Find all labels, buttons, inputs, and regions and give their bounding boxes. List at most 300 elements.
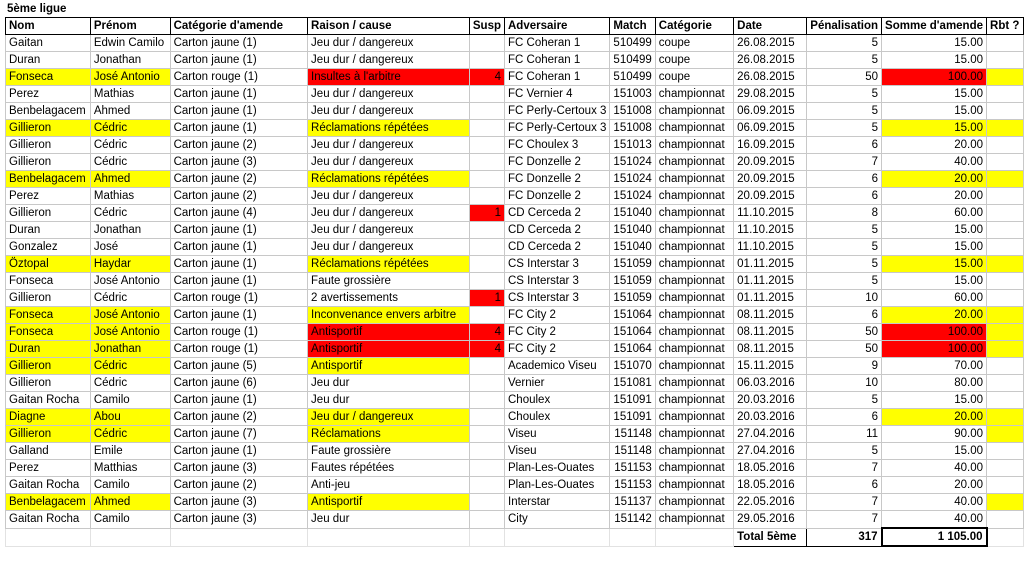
table-cell[interactable]: Gillieron <box>6 154 91 171</box>
table-cell[interactable]: 6 <box>807 188 882 205</box>
table-cell[interactable] <box>987 103 1024 120</box>
table-cell[interactable]: FC City 2 <box>505 324 610 341</box>
table-cell[interactable]: 15.00 <box>882 443 987 460</box>
table-cell[interactable]: 151008 <box>610 120 655 137</box>
table-cell[interactable] <box>469 511 504 529</box>
table-cell[interactable]: 7 <box>807 460 882 477</box>
table-cell[interactable]: 15.00 <box>882 239 987 256</box>
table-cell[interactable]: 10 <box>807 375 882 392</box>
table-cell[interactable]: Carton jaune (1) <box>170 86 307 103</box>
table-cell[interactable] <box>987 171 1024 188</box>
table-cell[interactable]: Diagne <box>6 409 91 426</box>
table-cell[interactable]: 151081 <box>610 375 655 392</box>
table-cell[interactable]: Gillieron <box>6 120 91 137</box>
table-cell[interactable]: 5 <box>807 392 882 409</box>
table-cell[interactable]: FC City 2 <box>505 307 610 324</box>
table-cell[interactable]: 50 <box>807 324 882 341</box>
table-cell[interactable]: Carton jaune (1) <box>170 239 307 256</box>
table-cell[interactable]: Carton jaune (4) <box>170 205 307 222</box>
table-cell[interactable]: 40.00 <box>882 154 987 171</box>
table-cell[interactable] <box>469 120 504 137</box>
table-cell[interactable]: 151091 <box>610 392 655 409</box>
table-cell[interactable]: 20.00 <box>882 171 987 188</box>
table-cell[interactable]: Carton jaune (3) <box>170 494 307 511</box>
table-cell[interactable]: 5 <box>807 239 882 256</box>
table-cell[interactable]: 100.00 <box>882 69 987 86</box>
table-cell[interactable] <box>469 35 504 52</box>
table-cell[interactable]: 15.00 <box>882 35 987 52</box>
table-cell[interactable]: championnat <box>655 494 733 511</box>
table-cell[interactable] <box>987 222 1024 239</box>
header-cell[interactable]: Susp <box>469 18 504 35</box>
table-cell[interactable] <box>469 137 504 154</box>
table-cell[interactable]: Perez <box>6 460 91 477</box>
table-cell[interactable]: Camilo <box>90 477 170 494</box>
table-cell[interactable]: championnat <box>655 222 733 239</box>
cell[interactable] <box>610 528 655 546</box>
table-cell[interactable]: 1 <box>469 290 504 307</box>
table-cell[interactable]: Jonathan <box>90 341 170 358</box>
table-cell[interactable] <box>987 307 1024 324</box>
table-cell[interactable]: 18.05.2016 <box>734 477 807 494</box>
table-cell[interactable]: Gaitan <box>6 35 91 52</box>
table-cell[interactable]: 40.00 <box>882 494 987 511</box>
table-cell[interactable]: Carton rouge (1) <box>170 69 307 86</box>
table-cell[interactable]: Jeu dur <box>308 511 470 529</box>
table-cell[interactable]: 151064 <box>610 341 655 358</box>
cell[interactable] <box>655 528 733 546</box>
table-cell[interactable] <box>987 256 1024 273</box>
table-cell[interactable]: Anti-jeu <box>308 477 470 494</box>
table-cell[interactable] <box>987 273 1024 290</box>
table-cell[interactable] <box>987 52 1024 69</box>
table-cell[interactable]: 11.10.2015 <box>734 222 807 239</box>
table-cell[interactable]: championnat <box>655 103 733 120</box>
table-cell[interactable] <box>469 171 504 188</box>
table-cell[interactable]: 5 <box>807 222 882 239</box>
table-cell[interactable]: 151059 <box>610 290 655 307</box>
table-cell[interactable]: 151003 <box>610 86 655 103</box>
header-cell[interactable]: Pénalisation <box>807 18 882 35</box>
total-label[interactable]: Total 5ème <box>734 528 807 546</box>
table-cell[interactable]: Matthias <box>90 460 170 477</box>
table-cell[interactable]: Carton jaune (1) <box>170 273 307 290</box>
table-cell[interactable]: championnat <box>655 137 733 154</box>
table-cell[interactable]: 50 <box>807 341 882 358</box>
table-cell[interactable]: 151064 <box>610 324 655 341</box>
table-cell[interactable] <box>987 239 1024 256</box>
table-cell[interactable]: CS Interstar 3 <box>505 273 610 290</box>
table-cell[interactable]: FC Vernier 4 <box>505 86 610 103</box>
table-cell[interactable]: Carton jaune (1) <box>170 52 307 69</box>
table-cell[interactable]: Carton jaune (7) <box>170 426 307 443</box>
table-cell[interactable]: championnat <box>655 375 733 392</box>
header-cell[interactable]: Catégorie d'amende <box>170 18 307 35</box>
table-cell[interactable]: Gonzalez <box>6 239 91 256</box>
table-cell[interactable]: Camilo <box>90 392 170 409</box>
table-cell[interactable]: Plan-Les-Ouates <box>505 460 610 477</box>
cell[interactable] <box>90 528 170 546</box>
table-cell[interactable]: Abou <box>90 409 170 426</box>
table-cell[interactable]: Perez <box>6 188 91 205</box>
cell[interactable] <box>308 528 470 546</box>
table-cell[interactable] <box>987 426 1024 443</box>
table-cell[interactable]: 9 <box>807 358 882 375</box>
table-cell[interactable] <box>469 86 504 103</box>
table-cell[interactable]: 5 <box>807 86 882 103</box>
table-cell[interactable]: 8 <box>807 205 882 222</box>
total-somme[interactable]: 1 105.00 <box>882 528 987 546</box>
table-cell[interactable]: 2 avertissements <box>308 290 470 307</box>
table-cell[interactable] <box>987 392 1024 409</box>
table-cell[interactable]: 4 <box>469 324 504 341</box>
table-cell[interactable] <box>469 222 504 239</box>
table-cell[interactable]: 151059 <box>610 273 655 290</box>
table-cell[interactable]: 20.09.2015 <box>734 154 807 171</box>
table-cell[interactable]: Viseu <box>505 443 610 460</box>
table-cell[interactable]: Réclamations répétées <box>308 256 470 273</box>
table-cell[interactable]: 70.00 <box>882 358 987 375</box>
table-cell[interactable]: Perez <box>6 86 91 103</box>
table-cell[interactable]: 6 <box>807 307 882 324</box>
table-cell[interactable]: Camilo <box>90 511 170 529</box>
table-cell[interactable]: Gillieron <box>6 375 91 392</box>
table-cell[interactable]: Duran <box>6 52 91 69</box>
table-cell[interactable]: 5 <box>807 103 882 120</box>
table-cell[interactable]: Haydar <box>90 256 170 273</box>
table-cell[interactable] <box>469 375 504 392</box>
table-cell[interactable] <box>469 256 504 273</box>
table-cell[interactable]: FC Donzelle 2 <box>505 171 610 188</box>
table-cell[interactable]: 6 <box>807 477 882 494</box>
table-cell[interactable]: José Antonio <box>90 324 170 341</box>
table-cell[interactable]: 20.00 <box>882 307 987 324</box>
table-cell[interactable]: Jeu dur <box>308 375 470 392</box>
table-cell[interactable] <box>469 52 504 69</box>
table-cell[interactable]: 08.11.2015 <box>734 324 807 341</box>
table-cell[interactable]: 10 <box>807 290 882 307</box>
table-cell[interactable]: Öztopal <box>6 256 91 273</box>
table-cell[interactable]: Fonseca <box>6 273 91 290</box>
table-cell[interactable]: Gillieron <box>6 426 91 443</box>
table-cell[interactable]: Carton jaune (1) <box>170 35 307 52</box>
header-cell[interactable]: Raison / cause <box>308 18 470 35</box>
table-cell[interactable]: 4 <box>469 341 504 358</box>
table-cell[interactable]: 151153 <box>610 460 655 477</box>
table-cell[interactable]: City <box>505 511 610 529</box>
table-cell[interactable]: 6 <box>807 137 882 154</box>
table-cell[interactable]: Cédric <box>90 205 170 222</box>
table-cell[interactable]: 06.03.2016 <box>734 375 807 392</box>
table-cell[interactable]: Faute grossière <box>308 443 470 460</box>
table-cell[interactable]: Fautes répétées <box>308 460 470 477</box>
table-cell[interactable]: Gillieron <box>6 137 91 154</box>
table-cell[interactable]: FC Perly-Certoux 3 <box>505 120 610 137</box>
table-cell[interactable]: 15.00 <box>882 52 987 69</box>
table-cell[interactable]: Jonathan <box>90 52 170 69</box>
table-cell[interactable]: 1 <box>469 205 504 222</box>
table-cell[interactable]: Duran <box>6 341 91 358</box>
table-cell[interactable]: Carton jaune (1) <box>170 120 307 137</box>
table-cell[interactable]: Carton rouge (1) <box>170 324 307 341</box>
table-cell[interactable]: 06.09.2015 <box>734 120 807 137</box>
table-cell[interactable]: Gaitan Rocha <box>6 477 91 494</box>
table-cell[interactable]: 151013 <box>610 137 655 154</box>
header-cell[interactable]: Match <box>610 18 655 35</box>
table-cell[interactable]: Carton jaune (1) <box>170 103 307 120</box>
table-cell[interactable] <box>987 86 1024 103</box>
table-cell[interactable]: FC City 2 <box>505 341 610 358</box>
table-cell[interactable]: championnat <box>655 392 733 409</box>
table-cell[interactable]: 40.00 <box>882 460 987 477</box>
table-cell[interactable]: 151148 <box>610 426 655 443</box>
table-cell[interactable]: 06.09.2015 <box>734 103 807 120</box>
table-cell[interactable]: Carton rouge (1) <box>170 341 307 358</box>
table-cell[interactable]: 510499 <box>610 52 655 69</box>
table-cell[interactable]: championnat <box>655 358 733 375</box>
table-cell[interactable]: Gillieron <box>6 205 91 222</box>
table-cell[interactable]: 100.00 <box>882 324 987 341</box>
table-cell[interactable]: Gillieron <box>6 290 91 307</box>
table-cell[interactable]: 100.00 <box>882 341 987 358</box>
table-cell[interactable]: 50 <box>807 69 882 86</box>
table-cell[interactable]: Inconvenance envers arbitre <box>308 307 470 324</box>
table-cell[interactable]: CS Interstar 3 <box>505 256 610 273</box>
header-cell[interactable]: Somme d'amende <box>882 18 987 35</box>
table-cell[interactable]: FC Choulex 3 <box>505 137 610 154</box>
table-cell[interactable]: championnat <box>655 256 733 273</box>
table-cell[interactable] <box>469 443 504 460</box>
table-cell[interactable]: 20.09.2015 <box>734 188 807 205</box>
table-cell[interactable]: Cédric <box>90 137 170 154</box>
table-cell[interactable]: Vernier <box>505 375 610 392</box>
table-cell[interactable] <box>469 392 504 409</box>
table-cell[interactable]: 20.09.2015 <box>734 171 807 188</box>
cell[interactable] <box>6 528 91 546</box>
table-cell[interactable]: championnat <box>655 511 733 529</box>
table-cell[interactable]: 5 <box>807 273 882 290</box>
table-cell[interactable]: Mathias <box>90 188 170 205</box>
table-cell[interactable]: Réclamations répétées <box>308 120 470 137</box>
table-cell[interactable]: 151008 <box>610 103 655 120</box>
table-cell[interactable]: Benbelagacem <box>6 494 91 511</box>
table-cell[interactable]: Gaitan Rocha <box>6 392 91 409</box>
table-cell[interactable] <box>987 358 1024 375</box>
table-cell[interactable]: championnat <box>655 341 733 358</box>
table-cell[interactable]: championnat <box>655 477 733 494</box>
table-cell[interactable] <box>469 494 504 511</box>
table-cell[interactable]: Carton jaune (1) <box>170 307 307 324</box>
cell[interactable] <box>505 528 610 546</box>
table-cell[interactable]: 11.10.2015 <box>734 205 807 222</box>
table-cell[interactable] <box>469 460 504 477</box>
table-cell[interactable]: championnat <box>655 188 733 205</box>
table-cell[interactable]: Jeu dur / dangereux <box>308 52 470 69</box>
table-cell[interactable]: CS Interstar 3 <box>505 290 610 307</box>
table-cell[interactable]: Benbelagacem <box>6 103 91 120</box>
table-cell[interactable]: 15.00 <box>882 273 987 290</box>
table-cell[interactable]: Carton rouge (1) <box>170 290 307 307</box>
table-cell[interactable]: José <box>90 239 170 256</box>
table-cell[interactable]: 151137 <box>610 494 655 511</box>
table-cell[interactable]: 151024 <box>610 171 655 188</box>
table-cell[interactable]: 01.11.2015 <box>734 273 807 290</box>
table-cell[interactable] <box>469 409 504 426</box>
table-cell[interactable]: Carton jaune (1) <box>170 443 307 460</box>
table-cell[interactable]: 7 <box>807 154 882 171</box>
table-cell[interactable]: Fonseca <box>6 307 91 324</box>
table-cell[interactable]: Gaitan Rocha <box>6 511 91 529</box>
table-cell[interactable]: 90.00 <box>882 426 987 443</box>
table-cell[interactable] <box>987 460 1024 477</box>
table-cell[interactable]: 22.05.2016 <box>734 494 807 511</box>
table-cell[interactable]: 08.11.2015 <box>734 307 807 324</box>
table-cell[interactable]: Carton jaune (1) <box>170 222 307 239</box>
table-cell[interactable]: championnat <box>655 290 733 307</box>
table-cell[interactable]: 16.09.2015 <box>734 137 807 154</box>
table-cell[interactable]: Cédric <box>90 426 170 443</box>
table-cell[interactable]: Cédric <box>90 375 170 392</box>
table-cell[interactable] <box>469 307 504 324</box>
table-cell[interactable]: 151024 <box>610 188 655 205</box>
table-cell[interactable]: Choulex <box>505 392 610 409</box>
table-cell[interactable]: 510499 <box>610 69 655 86</box>
table-cell[interactable]: 5 <box>807 256 882 273</box>
table-cell[interactable]: 26.08.2015 <box>734 52 807 69</box>
table-cell[interactable] <box>987 494 1024 511</box>
table-cell[interactable] <box>469 188 504 205</box>
table-cell[interactable]: championnat <box>655 205 733 222</box>
table-cell[interactable]: 151040 <box>610 222 655 239</box>
table-cell[interactable]: championnat <box>655 273 733 290</box>
table-cell[interactable]: Jeu dur / dangereux <box>308 409 470 426</box>
table-cell[interactable]: Cédric <box>90 120 170 137</box>
table-cell[interactable]: Réclamations répétées <box>308 171 470 188</box>
table-cell[interactable]: Antisportif <box>308 324 470 341</box>
table-cell[interactable]: 11 <box>807 426 882 443</box>
table-cell[interactable]: 80.00 <box>882 375 987 392</box>
table-cell[interactable]: 5 <box>807 35 882 52</box>
table-cell[interactable]: 6 <box>807 409 882 426</box>
table-cell[interactable]: 5 <box>807 443 882 460</box>
table-cell[interactable]: championnat <box>655 409 733 426</box>
table-cell[interactable]: championnat <box>655 324 733 341</box>
table-cell[interactable]: Carton jaune (2) <box>170 171 307 188</box>
table-cell[interactable]: 151040 <box>610 239 655 256</box>
header-cell[interactable]: Adversaire <box>505 18 610 35</box>
table-cell[interactable]: championnat <box>655 120 733 137</box>
table-cell[interactable]: Interstar <box>505 494 610 511</box>
table-cell[interactable]: 08.11.2015 <box>734 341 807 358</box>
table-cell[interactable]: 11.10.2015 <box>734 239 807 256</box>
cell[interactable] <box>170 528 307 546</box>
table-cell[interactable]: Jeu dur / dangereux <box>308 86 470 103</box>
table-cell[interactable]: 60.00 <box>882 290 987 307</box>
table-cell[interactable]: Emile <box>90 443 170 460</box>
table-cell[interactable]: 15.00 <box>882 392 987 409</box>
table-cell[interactable]: FC Donzelle 2 <box>505 154 610 171</box>
table-cell[interactable]: Ahmed <box>90 103 170 120</box>
table-cell[interactable]: Cédric <box>90 290 170 307</box>
table-cell[interactable]: championnat <box>655 239 733 256</box>
table-cell[interactable] <box>987 341 1024 358</box>
table-cell[interactable] <box>987 188 1024 205</box>
table-cell[interactable]: 15.00 <box>882 120 987 137</box>
table-cell[interactable]: Ahmed <box>90 171 170 188</box>
table-cell[interactable]: Carton jaune (3) <box>170 154 307 171</box>
table-cell[interactable]: championnat <box>655 443 733 460</box>
table-cell[interactable]: championnat <box>655 307 733 324</box>
table-cell[interactable]: 01.11.2015 <box>734 256 807 273</box>
table-cell[interactable]: Antisportif <box>308 358 470 375</box>
table-cell[interactable]: 5 <box>807 120 882 137</box>
table-cell[interactable]: Fonseca <box>6 324 91 341</box>
table-cell[interactable]: 7 <box>807 494 882 511</box>
table-cell[interactable]: José Antonio <box>90 307 170 324</box>
table-cell[interactable] <box>987 290 1024 307</box>
table-cell[interactable]: 20.03.2016 <box>734 409 807 426</box>
table-cell[interactable] <box>987 375 1024 392</box>
table-cell[interactable]: Jeu dur / dangereux <box>308 35 470 52</box>
table-cell[interactable]: José Antonio <box>90 273 170 290</box>
table-cell[interactable] <box>469 273 504 290</box>
table-cell[interactable]: 151040 <box>610 205 655 222</box>
table-cell[interactable]: 29.08.2015 <box>734 86 807 103</box>
table-cell[interactable]: FC Donzelle 2 <box>505 188 610 205</box>
table-cell[interactable] <box>987 409 1024 426</box>
cell[interactable] <box>987 528 1024 546</box>
table-cell[interactable] <box>469 154 504 171</box>
header-cell[interactable]: Nom <box>6 18 91 35</box>
table-cell[interactable]: Carton jaune (3) <box>170 460 307 477</box>
table-cell[interactable]: 20.00 <box>882 137 987 154</box>
table-cell[interactable]: 15.00 <box>882 103 987 120</box>
table-cell[interactable]: 26.08.2015 <box>734 35 807 52</box>
table-cell[interactable]: CD Cerceda 2 <box>505 222 610 239</box>
table-cell[interactable] <box>987 154 1024 171</box>
table-cell[interactable] <box>987 511 1024 529</box>
table-cell[interactable]: coupe <box>655 69 733 86</box>
table-cell[interactable]: Carton jaune (2) <box>170 409 307 426</box>
table-cell[interactable] <box>987 205 1024 222</box>
table-cell[interactable]: Jeu dur / dangereux <box>308 239 470 256</box>
table-cell[interactable]: Jonathan <box>90 222 170 239</box>
table-cell[interactable] <box>469 103 504 120</box>
table-cell[interactable]: 510499 <box>610 35 655 52</box>
table-cell[interactable]: 15.11.2015 <box>734 358 807 375</box>
table-cell[interactable]: Viseu <box>505 426 610 443</box>
header-cell[interactable]: Prénom <box>90 18 170 35</box>
table-cell[interactable]: Carton jaune (1) <box>170 256 307 273</box>
table-cell[interactable] <box>987 324 1024 341</box>
table-cell[interactable] <box>987 443 1024 460</box>
table-cell[interactable]: 5 <box>807 52 882 69</box>
table-cell[interactable]: Cédric <box>90 358 170 375</box>
table-cell[interactable]: 20.00 <box>882 409 987 426</box>
table-cell[interactable]: Jeu dur / dangereux <box>308 154 470 171</box>
table-cell[interactable]: 20.00 <box>882 188 987 205</box>
table-cell[interactable]: 151064 <box>610 307 655 324</box>
table-cell[interactable]: 151024 <box>610 154 655 171</box>
table-cell[interactable]: Mathias <box>90 86 170 103</box>
table-cell[interactable] <box>469 239 504 256</box>
table-cell[interactable]: championnat <box>655 154 733 171</box>
table-cell[interactable]: José Antonio <box>90 69 170 86</box>
table-cell[interactable]: Jeu dur / dangereux <box>308 137 470 154</box>
table-cell[interactable]: 151070 <box>610 358 655 375</box>
table-cell[interactable] <box>987 120 1024 137</box>
table-cell[interactable]: 6 <box>807 171 882 188</box>
